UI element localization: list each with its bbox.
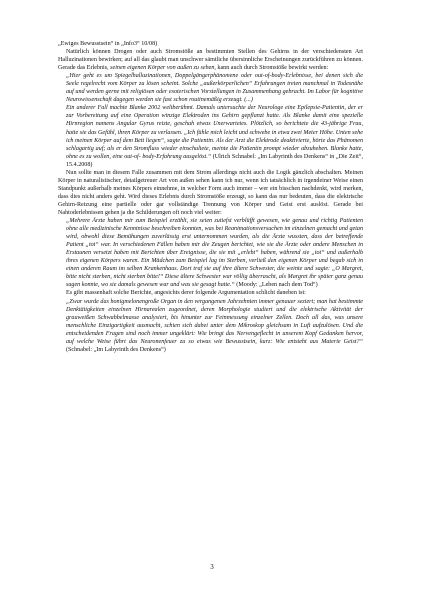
paragraph-3: Es gibt massenhaft solche Berichte, angesichts derer folgende Argumentation schlicht daneben ist:: [66, 290, 306, 297]
paragraph-1-emphasis: seinen eigenen Körper von außen zu sehen,: [110, 65, 216, 72]
document-page: [58, 40, 363, 580]
quote-3: [66, 298, 363, 354]
source-citation: „Ewiges Bewusstsein“ in „Info3“ 10/08): [58, 41, 158, 47]
paragraph-1-tail: kann auch durch Stromstöße bewirkt werden:: [215, 65, 329, 72]
paragraph-1-text: Natürlich können Drogen oder auch Stromstöße an bestimmten Stellen des Gehirns in der verschiedensten Art Halluzinationen bewirken; auf all das glaubt man unschwer sämtliche übersinnliche Erscheinungen zurückführen zu können. Gerade das Erlebnis,: [58, 49, 363, 72]
quote-2-text: „Mehrere Ärzte haben mir zum Beispiel erzählt, sie seien zutiefst verblüfft gewesen, wie genau und richtig Patienten ohne alle medizinische Kenntnisse beschreiben konnten, was bei Reanimationsversuchen im einzelnen gemacht und getan wird, obwohl diese Bemühungen zuverlässig erst unternommen wurden, als die Ärzte wussten, dass der betreffende Patient „tot“ war. In verschiedenen Fällen haben mir die Zeugen berichtet, wie sie die Ärzte oder andere Menschen in Erstaunen versetzt haben mit Berichten über Ereignisse, die sie mit „erlebt“ haben, während sie „tot“ und außerhalb ihres eigenen Körpers waren. Ein Mädchen zum Beispiel lag im Sterben, verließ den eigenen Körper und begab sich in einen anderen Raum im selben Krankenhaus. Dort traf sie auf ihre ältere Schwester, die weinte und sagte: „O Margret, bitte nicht sterben, nicht sterben bitte!“ Diese ältere Schwester war völlig überrascht, als Margret ihr später ganz genau sagen konnte, wo sie damals gewesen war und was sie gesagt hatte.“: [66, 218, 363, 289]
quote-3-text: „Zwar wurde das honigmelonengroße Organ in den vergangenen Jahrzehnten immer genauer seziert; man hat bestimmte Denktätigkeiten einzelnen Hirnarealen zugeordnet, deren Morphologie studiert und die elektrische Aktivität der grauweißen Schwabbelmasse analysiert, bis hinunter zur Feinmessung einzelner Zellen. Doch all das, was unsere menschliche Einzigartigkeit ausmacht, schien sich dabei unter dem Mikroskop gleichsam in Luft aufzulösen. Und die entscheidenden Fragen sind noch immer ungeklärt: Wie bringt das Nervengeflecht in unserem Kopf Gedanken hervor, auf welche Weise führt das Neuronenfeuer zu so etwas wie Bewusstsein, kurz: Wie entsteht aus Materie Geist?“: [66, 298, 363, 345]
quote-1b-citation: (Ulrich Schnabel: „Im Labyrinth des Denkens“ in „Die Zeit“, 15.4.2008): [66, 153, 363, 168]
paragraph-2: Nun sollte man in diesem Falle zusammen mit dem Strom allerdings nicht auch die Logik gänzlich abschalten. Meinen Körper in naturalistischer, detailgetreuer Art von außen sehen kann ich nur, wenn ich tatsächlich in irgendeiner Weise einen Standpunkt außerhalb meines Körpers einnehme, in welcher Form auch immer – wer ein bisschen nachdenkt, wird merken, dass dies nicht anders geht. Wird dieses Erlebnis durch Stromstöße erzeugt, so kann das nur bedeuten, dass die elektrische Gehirn-Reizung eine partielle oder gar vollständige Trennung von Körper und Geist erst auslöst. Gerade bei Nahtoderlebnissen gehen ja die Schilderungen oft noch viel weiter:: [58, 169, 363, 216]
page-number: 3: [210, 563, 214, 571]
paragraph-1: [58, 48, 363, 72]
quote-1b: [66, 104, 363, 168]
quote-2: [66, 217, 363, 289]
quote-3-citation: (Schnabel: „Im Labyrinth des Denkens“): [66, 346, 166, 353]
quote-2-citation: (Moody: „Leben nach dem Tod“): [234, 282, 318, 289]
quote-1b-text: Ein anderer Fall machte Blanke 2002 weltberühmt. Damals untersuchte der Neurologe eine Epilepsie-Patientin, der er zur Vorbereitung auf eine Operation winzige Elektroden ins Gehirn gepflanzt hatte. Als Blanke damit eine spezielle Hirnregion namens Angular Gyrus reizte, geschah etwas Unerwartetes. Plötzlich, so berichtete die 43-jährige Frau, hatte sie das Gefühl, ihren Körper zu verlassen. „Ich fühle mich leicht und schwebe in etwa zwei Meter Höhe. Unten sehe ich meinen Körper auf dem Bett liegen“, sagte die Patientin. Als der Arzt die Elektrode deaktivierte, hörte das Phänomen schlagartig auf; als er den Stromfluss wieder einschaltete, meinte die Patientin prompt wieder abzuheben. Blanke hatte, ohne es zu wollen, eine out-of- body-Erfahrung ausgelöst.“: [66, 105, 363, 160]
quote-1a: „Hier geht es um Spiegelhalluzinationen, Doppelgängerphänomene oder out-of-body-Erlebnisse, bei denen sich die Seele regelrecht vom Körper zu lösen scheint. Solche „außerkörperlichen“ Erfahrungen treten manchmal in Todesnähe auf und werden gerne mit religiösen oder esoterischen Vorstellungen in Zusammenhang gebracht. Im Labor für kognitive Neurowissenschaft dagegen werden sie fast schon routinemäßig erzeugt. (...): [66, 73, 363, 104]
